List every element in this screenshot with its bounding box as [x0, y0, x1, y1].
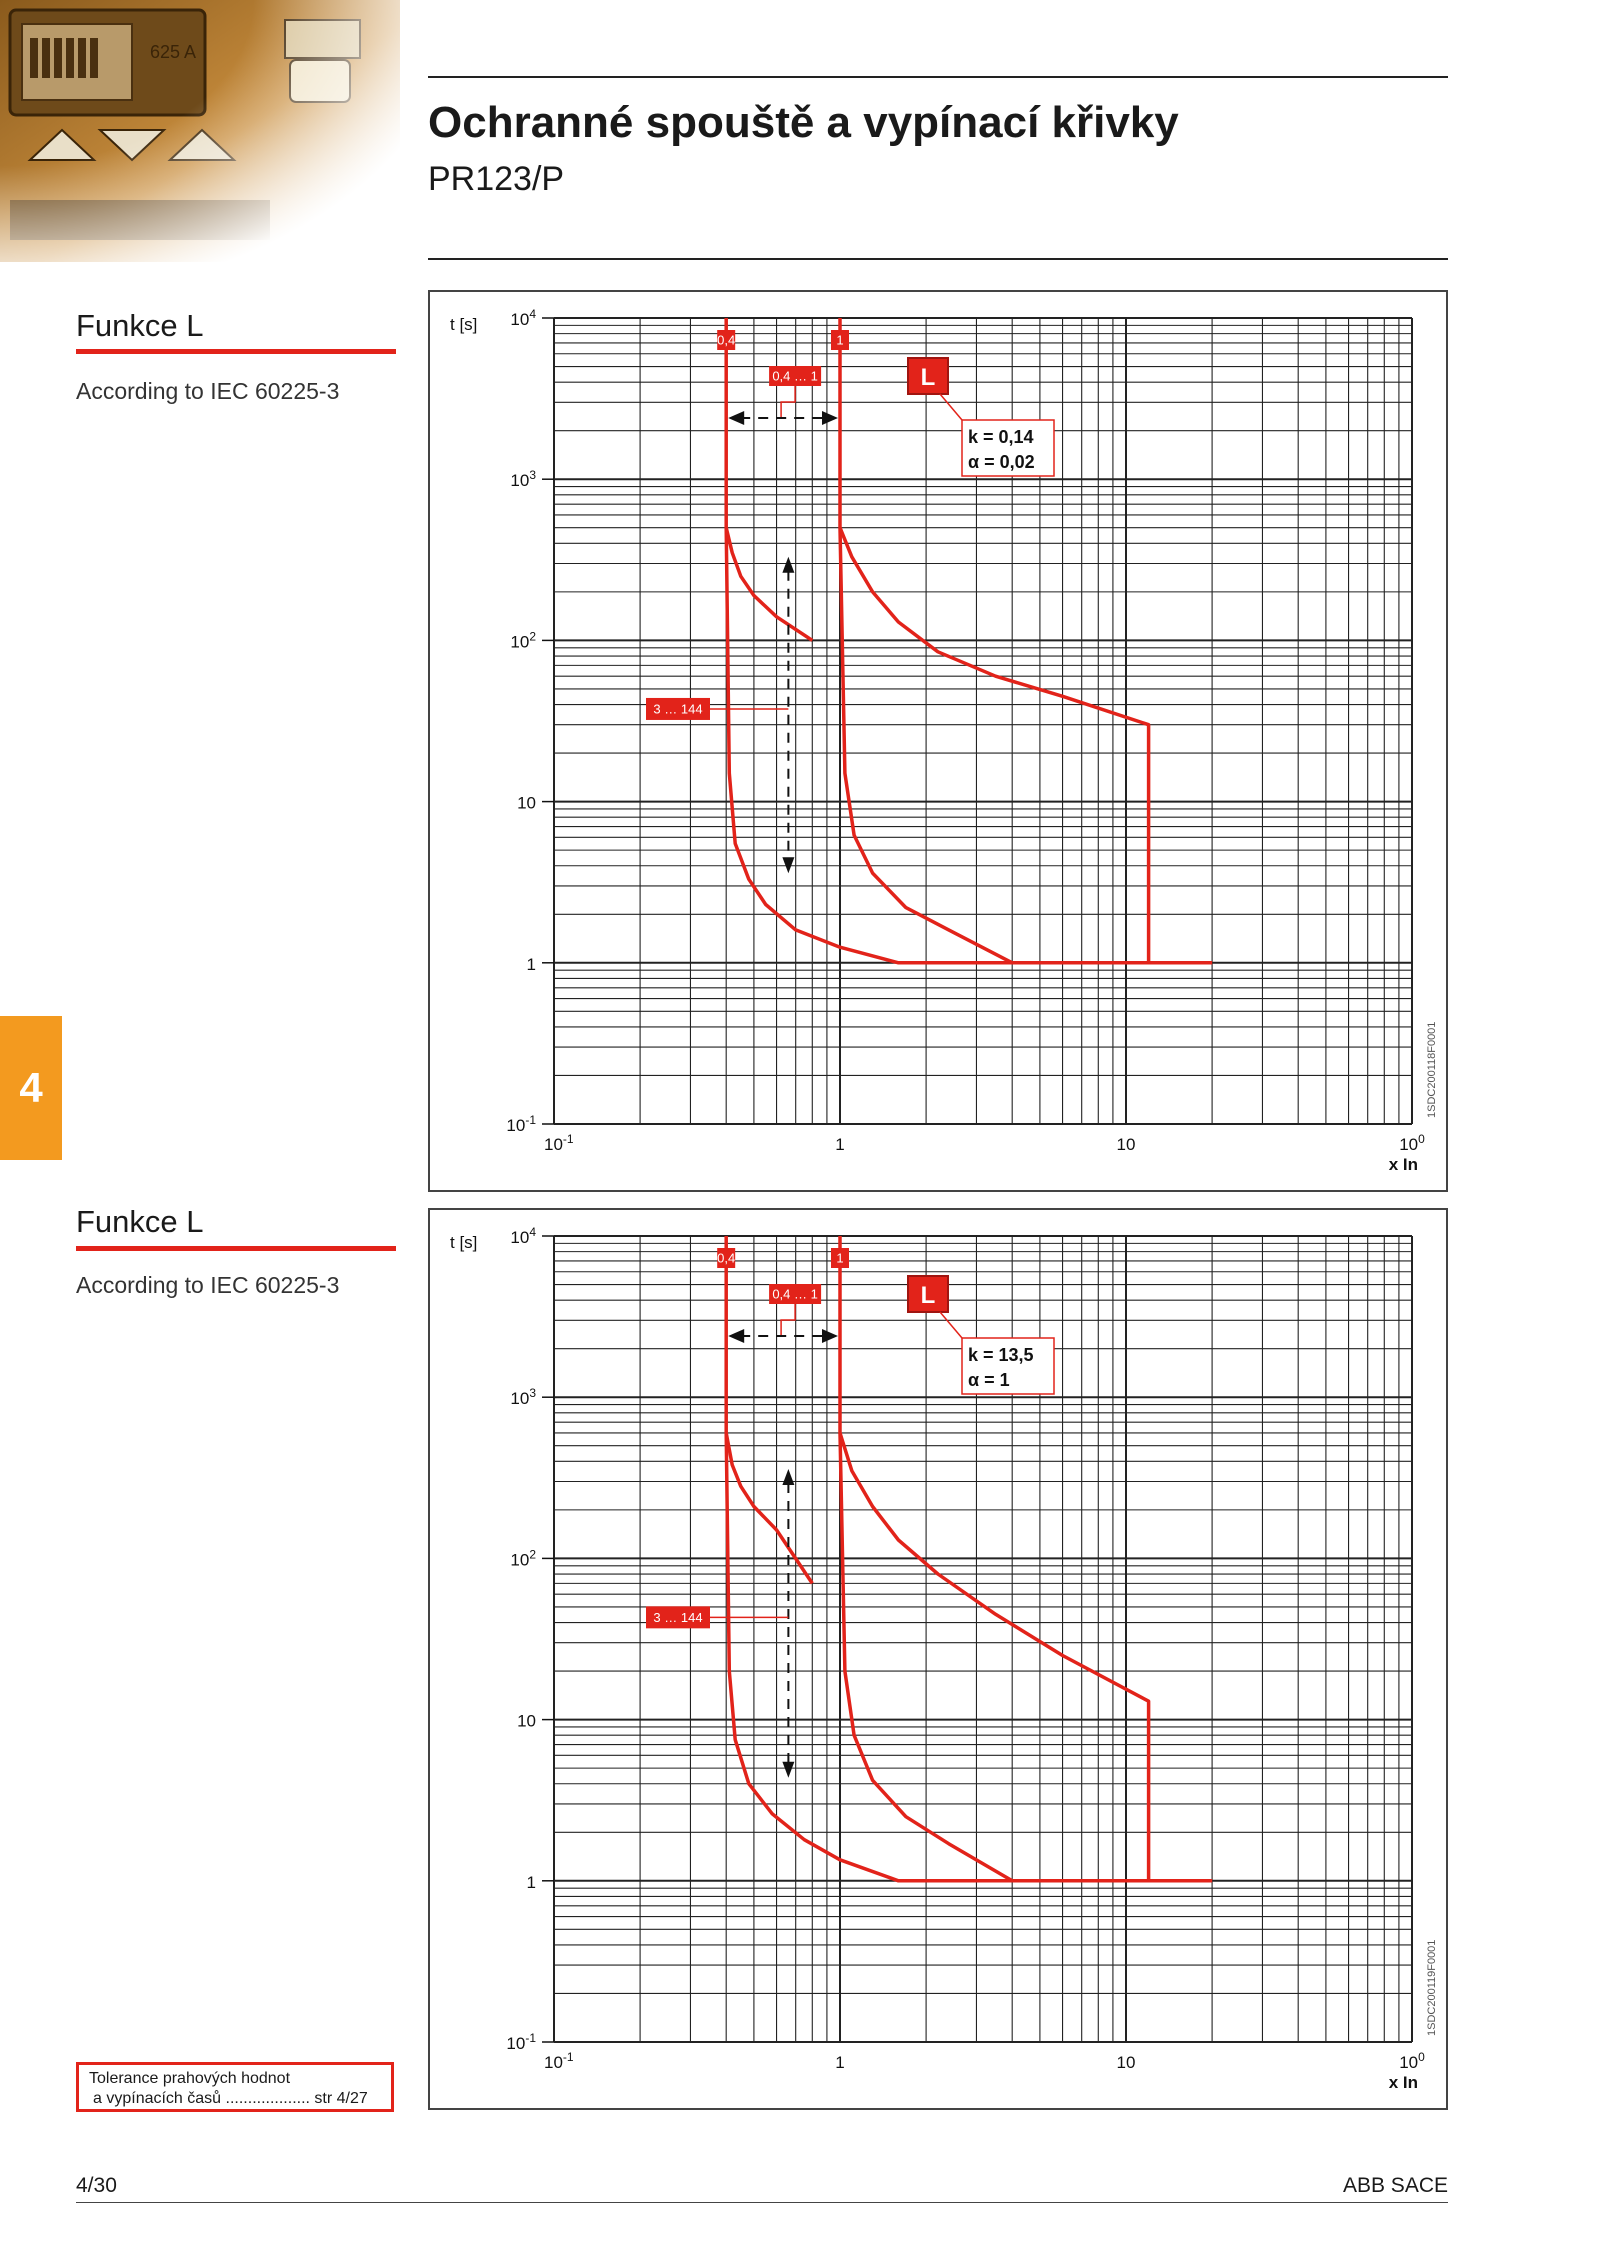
figure-id: 1SDC200118F0001	[1426, 1021, 1438, 1118]
trip-curve	[726, 1433, 812, 1583]
range-leader	[781, 386, 795, 418]
x-tick-label: 10	[1116, 2053, 1136, 2072]
x-tick-label: 1	[835, 1135, 845, 1154]
y-tick-label: 10	[517, 793, 536, 813]
param-alpha: α = 1	[968, 1370, 1010, 1390]
param-k: k = 0,14	[968, 427, 1034, 447]
range-leader	[781, 1304, 795, 1336]
x-axis-title: x In	[1388, 2073, 1418, 2092]
x-tick-label: $10^0$	[1399, 1132, 1425, 1154]
range-label-text: 0,4 … 1	[772, 1286, 818, 1302]
threshold-label-max-text: 1	[836, 1250, 844, 1266]
time-arrow-head-up	[782, 557, 794, 573]
range-arrow-head-right	[822, 411, 838, 425]
threshold-label-min-text: 0,4	[717, 332, 736, 348]
x-axis-title: x In	[1388, 1155, 1418, 1174]
time-range-label	[646, 1606, 710, 1628]
footer-rule	[76, 2202, 1448, 2203]
y-tick-label: $10^3$	[510, 1386, 536, 1409]
param-alpha: α = 0,02	[968, 452, 1035, 472]
y-tick-label: $10^2$	[510, 1547, 536, 1570]
chapter-tab: 4	[0, 1016, 62, 1160]
header-bottom-rule	[428, 258, 1448, 260]
page-number: 4/30	[76, 2174, 117, 2197]
y-axis-title: t [s]	[450, 1233, 478, 1252]
section-title: Funkce L	[76, 308, 204, 343]
threshold-label-max-text: 1	[836, 332, 844, 348]
trip-curve	[840, 1433, 1149, 1881]
trip-curve-chart-1	[428, 290, 1448, 1192]
y-tick-label: 1	[526, 954, 536, 974]
trip-curve	[726, 528, 812, 641]
function-badge-text: L	[920, 1282, 936, 1309]
function-badge-leader	[940, 394, 962, 420]
trip-curve-svg	[430, 1210, 1450, 2112]
range-label-text: 0,4 … 1	[772, 368, 818, 384]
y-tick-label: $10^4$	[510, 1225, 536, 1247]
tolerance-note	[76, 2062, 394, 2112]
time-range-label	[646, 698, 710, 720]
page-subtitle: PR123/P	[428, 160, 565, 198]
y-tick-label: $10^4$	[510, 307, 536, 329]
threshold-label-max	[831, 330, 849, 350]
y-tick-label: 1	[526, 1872, 536, 1892]
param-k: k = 13,5	[968, 1345, 1034, 1365]
header-top-rule	[428, 76, 1448, 78]
y-tick-label: $10^{-1}$	[506, 2031, 536, 2053]
x-tick-label: $10^{-1}$	[544, 2050, 574, 2072]
tolerance-line-2: a vypínacích časů ................... str 4/27	[93, 2090, 368, 2107]
x-tick-label: 10	[1116, 1135, 1136, 1154]
figure-id: 1SDC200119F0001	[1426, 1939, 1438, 2036]
section-description: According to IEC 60225-3	[76, 378, 340, 404]
function-badge-leader	[940, 1312, 962, 1338]
threshold-label-min-text: 0,4	[717, 1250, 736, 1266]
tolerance-line-1: Tolerance prahových hodnot	[89, 2070, 291, 2087]
page-title: Ochranné spouště a vypínací křivky	[428, 98, 1179, 147]
header-photo	[0, 0, 400, 262]
y-tick-label: $10^2$	[510, 629, 536, 652]
y-tick-label: $10^{-1}$	[506, 1113, 536, 1135]
range-arrow-head-left	[728, 1329, 744, 1343]
range-label	[769, 366, 821, 386]
section-description: According to IEC 60225-3	[76, 1272, 340, 1298]
trip-curve-chart-2	[428, 1208, 1448, 2110]
time-arrow-head-down	[782, 1762, 794, 1778]
time-arrow-head-up	[782, 1469, 794, 1485]
trip-curve-svg	[430, 292, 1450, 1194]
y-tick-label: 10	[517, 1711, 536, 1731]
range-label	[769, 1284, 821, 1304]
section-rule	[76, 349, 396, 354]
function-badge-text: L	[920, 364, 936, 391]
y-axis-title: t [s]	[450, 315, 478, 334]
y-tick-label: $10^3$	[510, 468, 536, 491]
section-rule	[76, 1246, 396, 1251]
threshold-label-min	[717, 1248, 735, 1268]
trip-curve	[840, 528, 1149, 963]
threshold-label-min	[717, 330, 735, 350]
time-range-label-text: 3 … 144	[653, 701, 703, 717]
footer-brand: ABB SACE	[1342, 2174, 1448, 2197]
threshold-label-max	[831, 1248, 849, 1268]
x-tick-label: 1	[835, 2053, 845, 2072]
time-range-label-text: 3 … 144	[653, 1610, 703, 1626]
x-tick-label: $10^{-1}$	[544, 1132, 574, 1154]
range-arrow-head-right	[822, 1329, 838, 1343]
range-arrow-head-left	[728, 411, 744, 425]
x-tick-label: $10^0$	[1399, 2050, 1425, 2072]
section-title: Funkce L	[76, 1204, 204, 1239]
